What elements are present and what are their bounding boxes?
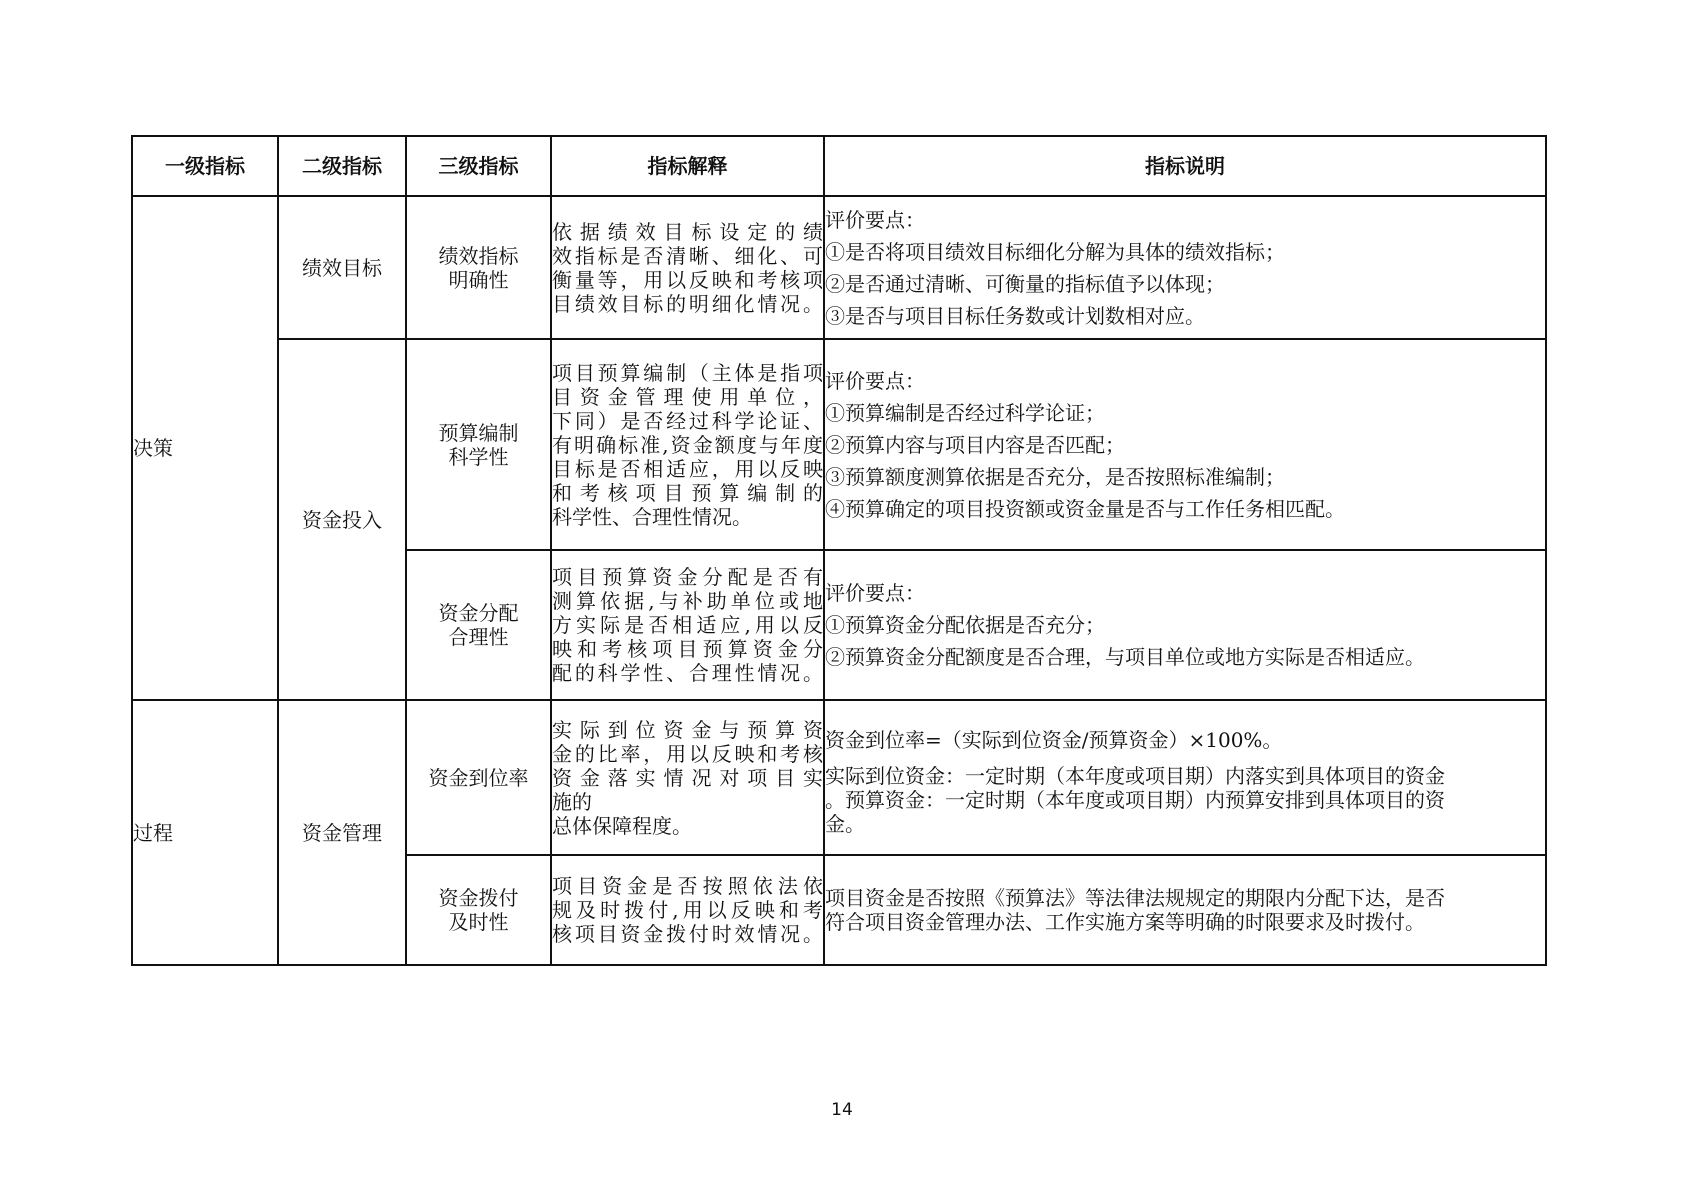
description-line: ①是否将项目绩效目标细化分解为具体的绩效指标； [825,239,1285,264]
page-number: 14 [831,1100,853,1120]
level3-line: 资金分配 [438,601,519,625]
explanation-line: 项目预算资金分配是否有 [552,565,823,589]
description-line: 项目资金是否按照《预算法》等法律法规规定的期限内分配下达，是否 [825,886,1445,910]
level3-line: 资金拨付 [438,886,519,910]
explanation-line: 项目资金是否按照依法依 [552,874,823,898]
level3-line: 及时性 [448,910,509,934]
explanation-line: 金的比率，用以反映和考核 [552,741,823,766]
description-line: ②预算内容与项目内容是否匹配； [825,432,1125,457]
explanation-line: 项目预算编制（主体是指项 [552,360,823,385]
level3-line: 绩效指标 [438,243,519,268]
explanation-line: 目标是否相适应，用以反映 [552,456,823,481]
level2-cell: 资金投入 [278,339,406,700]
explanation-line: 目资金管理使用单位， [552,384,823,409]
explanation-line: 依据绩效目标设定的绩 [552,219,823,244]
header-explanation: 指标解释 [551,136,824,196]
explanation-line: 目绩效目标的明细化情况。 [552,291,823,316]
header-level3: 三级指标 [406,136,551,196]
level2-cell: 绩效目标 [278,196,406,339]
explanation-line: 规及时拨付,用以反映和考 [552,898,823,922]
description-cell [824,196,1546,339]
explanation-line: 资金落实情况对项目实 [552,765,823,790]
explanation-line: 方实际是否相适应,用以反 [552,613,823,637]
level3-line: 预算编制 [438,420,519,445]
level3-line: 科学性 [448,444,509,469]
level1-cell: 决策 [132,196,278,700]
description-line: ③预算额度测算依据是否充分，是否按照标准编制； [825,464,1285,489]
table-row [132,196,1546,339]
description-cell [824,339,1546,550]
description-line: ①预算资金分配依据是否充分； [825,613,1105,637]
description-line: ③是否与项目目标任务数或计划数相对应。 [825,303,1205,328]
description-line: 评价要点： [825,368,925,393]
explanation-line: 总体保障程度。 [552,813,692,838]
level3-cell [406,855,551,965]
explanation-line: 配的科学性、合理性情况。 [552,661,823,685]
description-line: 实际到位资金：一定时期（本年度或项目期）内落实到具体项目的资金 [825,763,1445,788]
explanation-cell [551,339,824,550]
explanation-cell [551,855,824,965]
description-cell [824,550,1546,700]
description-line: 。预算资金：一定时期（本年度或项目期）内预算安排到具体项目的资 [825,787,1445,812]
description-line: 评价要点： [825,581,925,605]
description-cell [824,700,1546,855]
level3-cell [406,550,551,700]
description-line: ①预算编制是否经过科学论证； [825,400,1105,425]
description-line: 金。 [825,811,865,836]
level3-cell [406,700,551,855]
description-line: 评价要点： [825,207,925,232]
description-line: ④预算确定的项目投资额或资金量是否与工作任务相匹配。 [825,496,1345,521]
description-line: ②是否通过清晰、可衡量的指标值予以体现； [825,271,1225,296]
description-line: ②预算资金分配额度是否合理，与项目单位或地方实际是否相适应。 [825,645,1425,669]
explanation-line: 测算依据,与补助单位或地 [552,589,823,613]
explanation-cell [551,196,824,339]
explanation-line: 下同）是否经过科学论证、 [552,408,823,433]
level3-line: 合理性 [448,625,509,649]
explanation-line: 核项目资金拨付时效情况。 [552,922,823,946]
description-line: 资金到位率=（实际到位资金/预算资金）×100%。 [825,727,1283,752]
description-line: 符合项目资金管理办法、工作实施方案等明确的时限要求及时拨付。 [825,910,1425,934]
table-row [132,700,1546,855]
explanation-line: 映和考核项目预算资金分 [552,637,823,661]
level1-cell: 过程 [132,700,278,965]
description-cell [824,855,1546,965]
level3-line: 资金到位率 [428,765,529,790]
level3-cell [406,339,551,550]
table-header-row [132,136,1546,196]
header-description: 指标说明 [824,136,1546,196]
header-level2: 二级指标 [278,136,406,196]
explanation-cell [551,550,824,700]
explanation-line: 科学性、合理性情况。 [552,504,752,529]
explanation-line: 和考核项目预算编制的 [552,480,823,505]
explanation-cell [551,700,824,855]
explanation-line: 施的 [552,789,592,814]
explanation-line: 实际到位资金与预算资 [552,717,823,742]
level2-cell: 资金管理 [278,700,406,965]
explanation-line: 有明确标准,资金额度与年度 [552,432,823,457]
indicator-table [131,135,1547,966]
level3-line: 明确性 [448,267,509,292]
explanation-line: 效指标是否清晰、细化、可 [552,243,823,268]
header-level1: 一级指标 [132,136,278,196]
level3-cell [406,196,551,339]
explanation-line: 衡量等，用以反映和考核项 [552,267,823,292]
table-row [132,339,1546,550]
